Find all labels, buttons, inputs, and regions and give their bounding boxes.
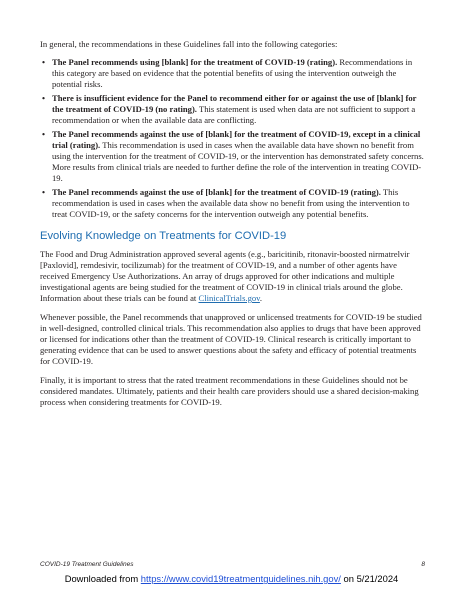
paragraph-mandates: Finally, it is important to stress that the rated treatment recommendations in these Guidelines should not be considered mandates. Ultimately, patients and their health care providers should use a shared decision-making process when considering treatments for COVID-19. bbox=[40, 375, 419, 407]
download-url-link[interactable]: https://www.covid19treatmentguidelines.nih.gov/ bbox=[140, 573, 341, 584]
document-body bbox=[40, 39, 426, 416]
recommendation-category-description: This recommendation is used in cases when the available data show no benefit from using the intervention to treat COVID-19, or the safety concerns for the intervention outweigh any potential benefits. bbox=[52, 187, 410, 219]
footer-guidelines-title: COVID-19 Treatment Guidelines bbox=[40, 561, 134, 568]
recommendation-category-description: This statement is used when data are not sufficient to support a recommendation or when the available data are conflicting. bbox=[52, 104, 416, 125]
download-date: on 5/21/2024 bbox=[343, 573, 399, 584]
paragraph-fda-approvals bbox=[40, 249, 426, 304]
list-item bbox=[40, 129, 426, 184]
paragraph-end: . bbox=[259, 293, 263, 303]
list-item bbox=[40, 57, 426, 90]
recommendation-category-description: Recommendations in this category are based on evidence that the potential benefits of using the intervention outweigh the potential risks. bbox=[52, 57, 413, 89]
bullet-icon: • bbox=[42, 93, 46, 103]
intro-paragraph: In general, the recommendations in these Guidelines fall into the following categories: bbox=[40, 39, 338, 49]
recommendation-category-title: The Panel recommends using [blank] for the treatment of COVID-19 (rating). bbox=[52, 57, 338, 67]
recommendation-categories-list bbox=[40, 57, 426, 220]
download-notice bbox=[0, 573, 463, 584]
list-item bbox=[40, 187, 426, 220]
recommendation-category-description: This recommendation is used in cases when the available data have shown no benefit from using the intervention for the treatment of COVID-19, or the intervention has demonstrated safety concerns. More results from clinical trials are needed to further define the role of the intervention in treating COVID-19. bbox=[52, 140, 424, 183]
footer-page-number: 8 bbox=[421, 561, 425, 568]
bullet-icon: • bbox=[42, 57, 46, 67]
bullet-icon: • bbox=[42, 129, 46, 139]
bullet-icon: • bbox=[42, 187, 46, 197]
paragraph-text: The Food and Drug Administration approved several agents (e.g., baricitinib, ritonavir-boosted nirmatrelvir [Paxlovid], remdesivir, tocilizumab) for the treatment of COVID-19, and a number of other agents have received Emergency Use Authorizations. An array of drugs approved for other indications and multiple investigational agents are being studied for the treatment of COVID-19 in clinical trials around the globe. Information about these trials can be found at bbox=[40, 249, 410, 303]
recommendation-category-title: The Panel recommends against the use of [blank] for the treatment of COVID-19 (rating). bbox=[52, 187, 381, 197]
section-heading: Evolving Knowledge on Treatments for COVID-19 bbox=[40, 230, 287, 242]
recommendation-category-title: There is insufficient evidence for the Panel to recommend either for or against the use of [blank] for the treatment of COVID-19 (no rating). bbox=[52, 93, 417, 114]
clinicaltrials-link[interactable]: ClinicalTrials.gov bbox=[198, 293, 260, 303]
list-item bbox=[40, 93, 426, 126]
download-prefix: Downloaded from bbox=[64, 573, 139, 584]
paragraph-clinical-trials: Whenever possible, the Panel recommends that unapproved or unlicensed treatments for COVID-19 be studied in well-designed, controlled clinical trials. This recommendation also applies to drugs that have been approved or licensed for indications other than the treatment of COVID-19. Clinical research is critically important to generating evidence that can be used to answer questions about the safety and efficacy of potential treatments for COVID-19. bbox=[40, 312, 422, 366]
recommendation-category-title: The Panel recommends against the use of [blank] for the treatment of COVID-19, except in a clinical trial (rating). bbox=[52, 129, 421, 150]
